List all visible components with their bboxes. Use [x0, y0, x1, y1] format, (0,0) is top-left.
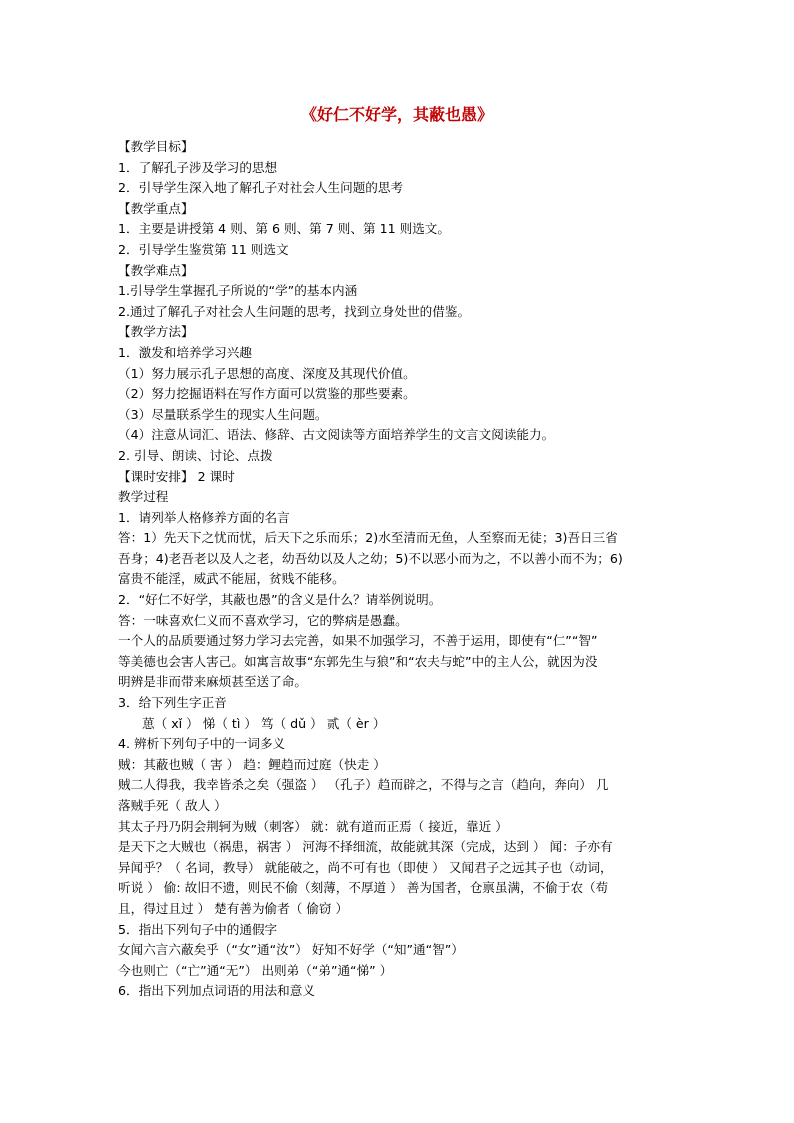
text-line: 吾身；4)老吾老以及人之老，幼吾幼以及人之幼；5)不以恶小而为之，不以善小而不为；6)	[118, 550, 623, 566]
section-heading: 教学过程	[118, 489, 169, 505]
text-line: 贼二人得我，我幸皆杀之矣（强盗 ） （孔子）趋而辟之，不得与之言（趋向，奔向） 几	[118, 777, 609, 793]
text-line: 1．激发和培养学习兴趣	[118, 344, 252, 360]
text-line: 富贵不能淫，威武不能屈，贫贱不能移。	[118, 571, 345, 587]
text-line: 3．给下列生字正音	[118, 695, 227, 711]
text-line: （4）注意从词汇、语法、修辞、古文阅读等方面培养学生的文言文阅读能力。	[118, 427, 555, 443]
text-line: 落贼手死（ 敌人 ）	[118, 798, 227, 813]
text-line: 4. 辨析下列句子中的一词多义	[118, 736, 286, 752]
section-heading: 【教学目标】	[118, 139, 194, 154]
text-line: 6．指出下列加点词语的用法和意义	[118, 983, 315, 999]
text-line: 2.通过了解孔子对社会人生问题的思考，找到立身处世的借鉴。	[118, 303, 471, 319]
document-body	[118, 137, 698, 1002]
section-heading: 【课时安排】 2 课时	[118, 468, 235, 484]
text-line: 2．引导学生鉴赏第 11 则选文	[118, 241, 289, 257]
text-line: 葸（ xǐ ） 悌（ tì ） 笃（ dǔ ） 贰（ èr ）	[142, 715, 386, 731]
text-line: （2）努力挖掘语料在写作方面可以赏鉴的那些要素。	[118, 386, 416, 402]
text-line: 5．指出下列句子中的通假字	[118, 921, 278, 937]
text-line: （3）尽量联系学生的现实人生问题。	[118, 406, 328, 422]
text-line: 答：一味喜欢仁义而不喜欢学习，它的弊病是愚蠢。	[118, 612, 408, 628]
text-line: 听说 ） 偷: 故旧不遗，则民不偷（刻薄，不厚道 ） 善为国者，仓禀虽满，不偷于农（苟	[118, 880, 609, 896]
text-line: 1．了解孔子涉及学习的思想	[118, 159, 278, 175]
text-line: 2．“好仁不好学，其蔽也愚”的含义是什么？请举例说明。	[118, 592, 442, 608]
text-line: 1．主要是讲授第 4 则、第 6 则、第 7 则、第 11 则选文。	[118, 221, 450, 237]
text-line: 一个人的品质要通过努力学习去完善，如果不加强学习，不善于运用，即使有“仁”“智”	[118, 633, 598, 649]
document-title: 《好仁不好学，其蔽也愚》	[300, 105, 493, 124]
section-heading: 【教学重点】	[118, 200, 194, 216]
text-line: 等美德也会害人害己。如寓言故事“东郭先生与狼”和“农夫与蛇”中的主人公，就因为没	[118, 653, 598, 669]
text-line: 女闻六言六蔽矣乎（“女”通“汝”） 好知不好学（“知”通“智”）	[118, 942, 464, 958]
text-line: 异闻乎？（ 名词，教导） 就能破之，尚不可有也（即使 ） 又闻君子之远其子也（动词，	[118, 859, 613, 875]
text-line: 是天下之大贼也（祸患，祸害 ） 河海不择细流，故能就其深（完成，达到 ） 闻：子亦有	[118, 839, 613, 855]
text-line: 1.引导学生掌握孔子所说的“学”的基本内涵	[118, 283, 358, 299]
text-line: 贼：其蔽也贼（ 害 ） 趋：鲤趋而过庭（快走 ）	[118, 756, 386, 772]
text-line: 其太子丹乃阴会荆轲为贼（刺客） 就：就有道而正焉（ 接近，靠近 ）	[118, 818, 508, 834]
text-line: 2. 引导、朗读、讨论、点拨	[118, 447, 273, 463]
text-line: 1．请列举人格修养方面的名言	[118, 509, 290, 525]
text-line: 且，得过且过 ） 楚有善为偷者（ 偷窃 ）	[118, 900, 349, 916]
text-line: 答：1）先天下之忧而忧，后天下之乐而乐；2)水至清而无鱼，人至察而无徒；3)吾日三省	[118, 530, 618, 546]
text-line: 今也则亡（“亡”通“无”） 出则弟（“弟”通“悌” ）	[118, 962, 393, 978]
text-line: 明辨是非而带来麻烦甚至送了命。	[118, 674, 307, 690]
section-heading: 【教学方法】	[118, 324, 194, 340]
text-line: （1）努力展示孔子思想的高度、深度及其现代价值。	[118, 365, 416, 381]
section-heading: 【教学难点】	[118, 262, 194, 278]
text-line: 2．引导学生深入地了解孔子对社会人生问题的思考	[118, 180, 404, 196]
